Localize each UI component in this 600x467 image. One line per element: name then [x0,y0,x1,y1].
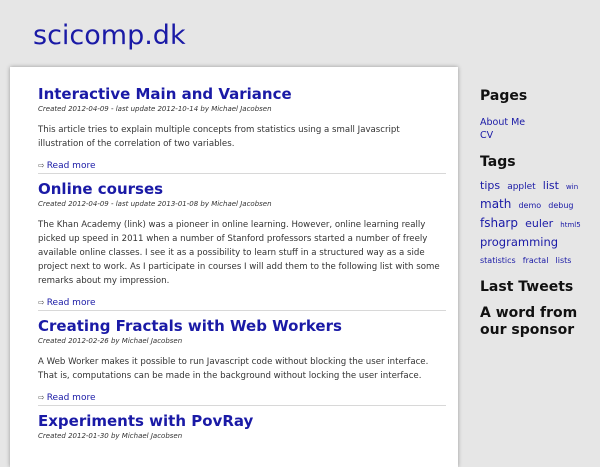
read-more-label: Read more [46,298,96,308]
arrow-right-icon: ⇨ [38,393,45,402]
tag-tips[interactable]: tips [480,179,501,192]
read-more-link[interactable] [38,161,446,173]
main-content [10,67,458,467]
tag-lists[interactable]: lists [555,256,572,265]
article [38,180,446,311]
article-meta: Created 2012-01-30 by Michael Jacobsen [38,432,183,440]
article-title[interactable]: Interactive Main and Variance [38,85,292,103]
tag-applet[interactable]: applet [507,182,536,192]
tag-html5[interactable]: html5 [560,221,581,229]
article-title[interactable]: Experiments with PovRay [38,412,254,430]
tag-debug[interactable]: debug [548,201,574,210]
tag-demo[interactable]: demo [518,201,542,210]
site-title[interactable]: scicomp.dk [33,20,186,51]
page-link-cv[interactable]: CV [480,130,494,141]
tweets-heading: Last Tweets [480,279,574,295]
tag-cloud [480,176,600,269]
article-title[interactable]: Online courses [38,180,164,198]
read-more-link[interactable] [38,298,446,310]
article-meta: Created 2012-04-09 - last update 2012-10-14 by Michael Jacobsen [38,105,272,113]
article [38,317,446,406]
tag-programming[interactable]: programming [480,235,559,249]
tag-euler[interactable]: euler [525,217,554,230]
tag-fsharp[interactable]: fsharp [480,216,518,230]
arrow-right-icon: ⇨ [38,161,45,170]
read-more-label: Read more [46,393,96,403]
tag-win[interactable]: win [566,183,579,191]
sponsor-heading: A word from our sponsor [480,305,578,338]
page-link-about-me[interactable]: About Me [480,117,526,128]
pages-heading: Pages [480,88,528,104]
article-meta: Created 2012-02-26 by Michael Jacobsen [38,337,183,345]
article-summary: This article tries to explain multiple concepts from statistics using a small Javascript illustration of the correlation of two variables. [38,125,400,149]
article-summary: A Web Worker makes it possible to run Javascript code without blocking the user interface. That is, computations can be made in the background without locking the user interface. [38,357,429,381]
read-more-label: Read more [46,161,96,171]
sidebar [480,88,600,339]
tag-statistics[interactable]: statistics [480,256,516,265]
article [38,85,446,174]
tag-fractal[interactable]: fractal [522,256,549,265]
article-meta: Created 2012-04-09 - last update 2013-01-08 by Michael Jacobsen [38,200,272,208]
tag-math[interactable]: math [480,197,512,211]
article-title[interactable]: Creating Fractals with Web Workers [38,317,342,335]
read-more-link[interactable] [38,393,446,405]
article [38,412,446,440]
tag-list[interactable]: list [542,179,559,192]
tags-heading: Tags [480,154,516,170]
article-summary: The Khan Academy (link) was a pioneer in online learning. However, online learning really picked up speed in 2011 when a number of Stanford professors started a number of freely available online classes. I see it as a possibility to learn stuff in a structured way as a side project next to work. As I participate in courses I will add them to the following list with some remarks about my impression. [38,220,440,286]
arrow-right-icon: ⇨ [38,298,45,307]
